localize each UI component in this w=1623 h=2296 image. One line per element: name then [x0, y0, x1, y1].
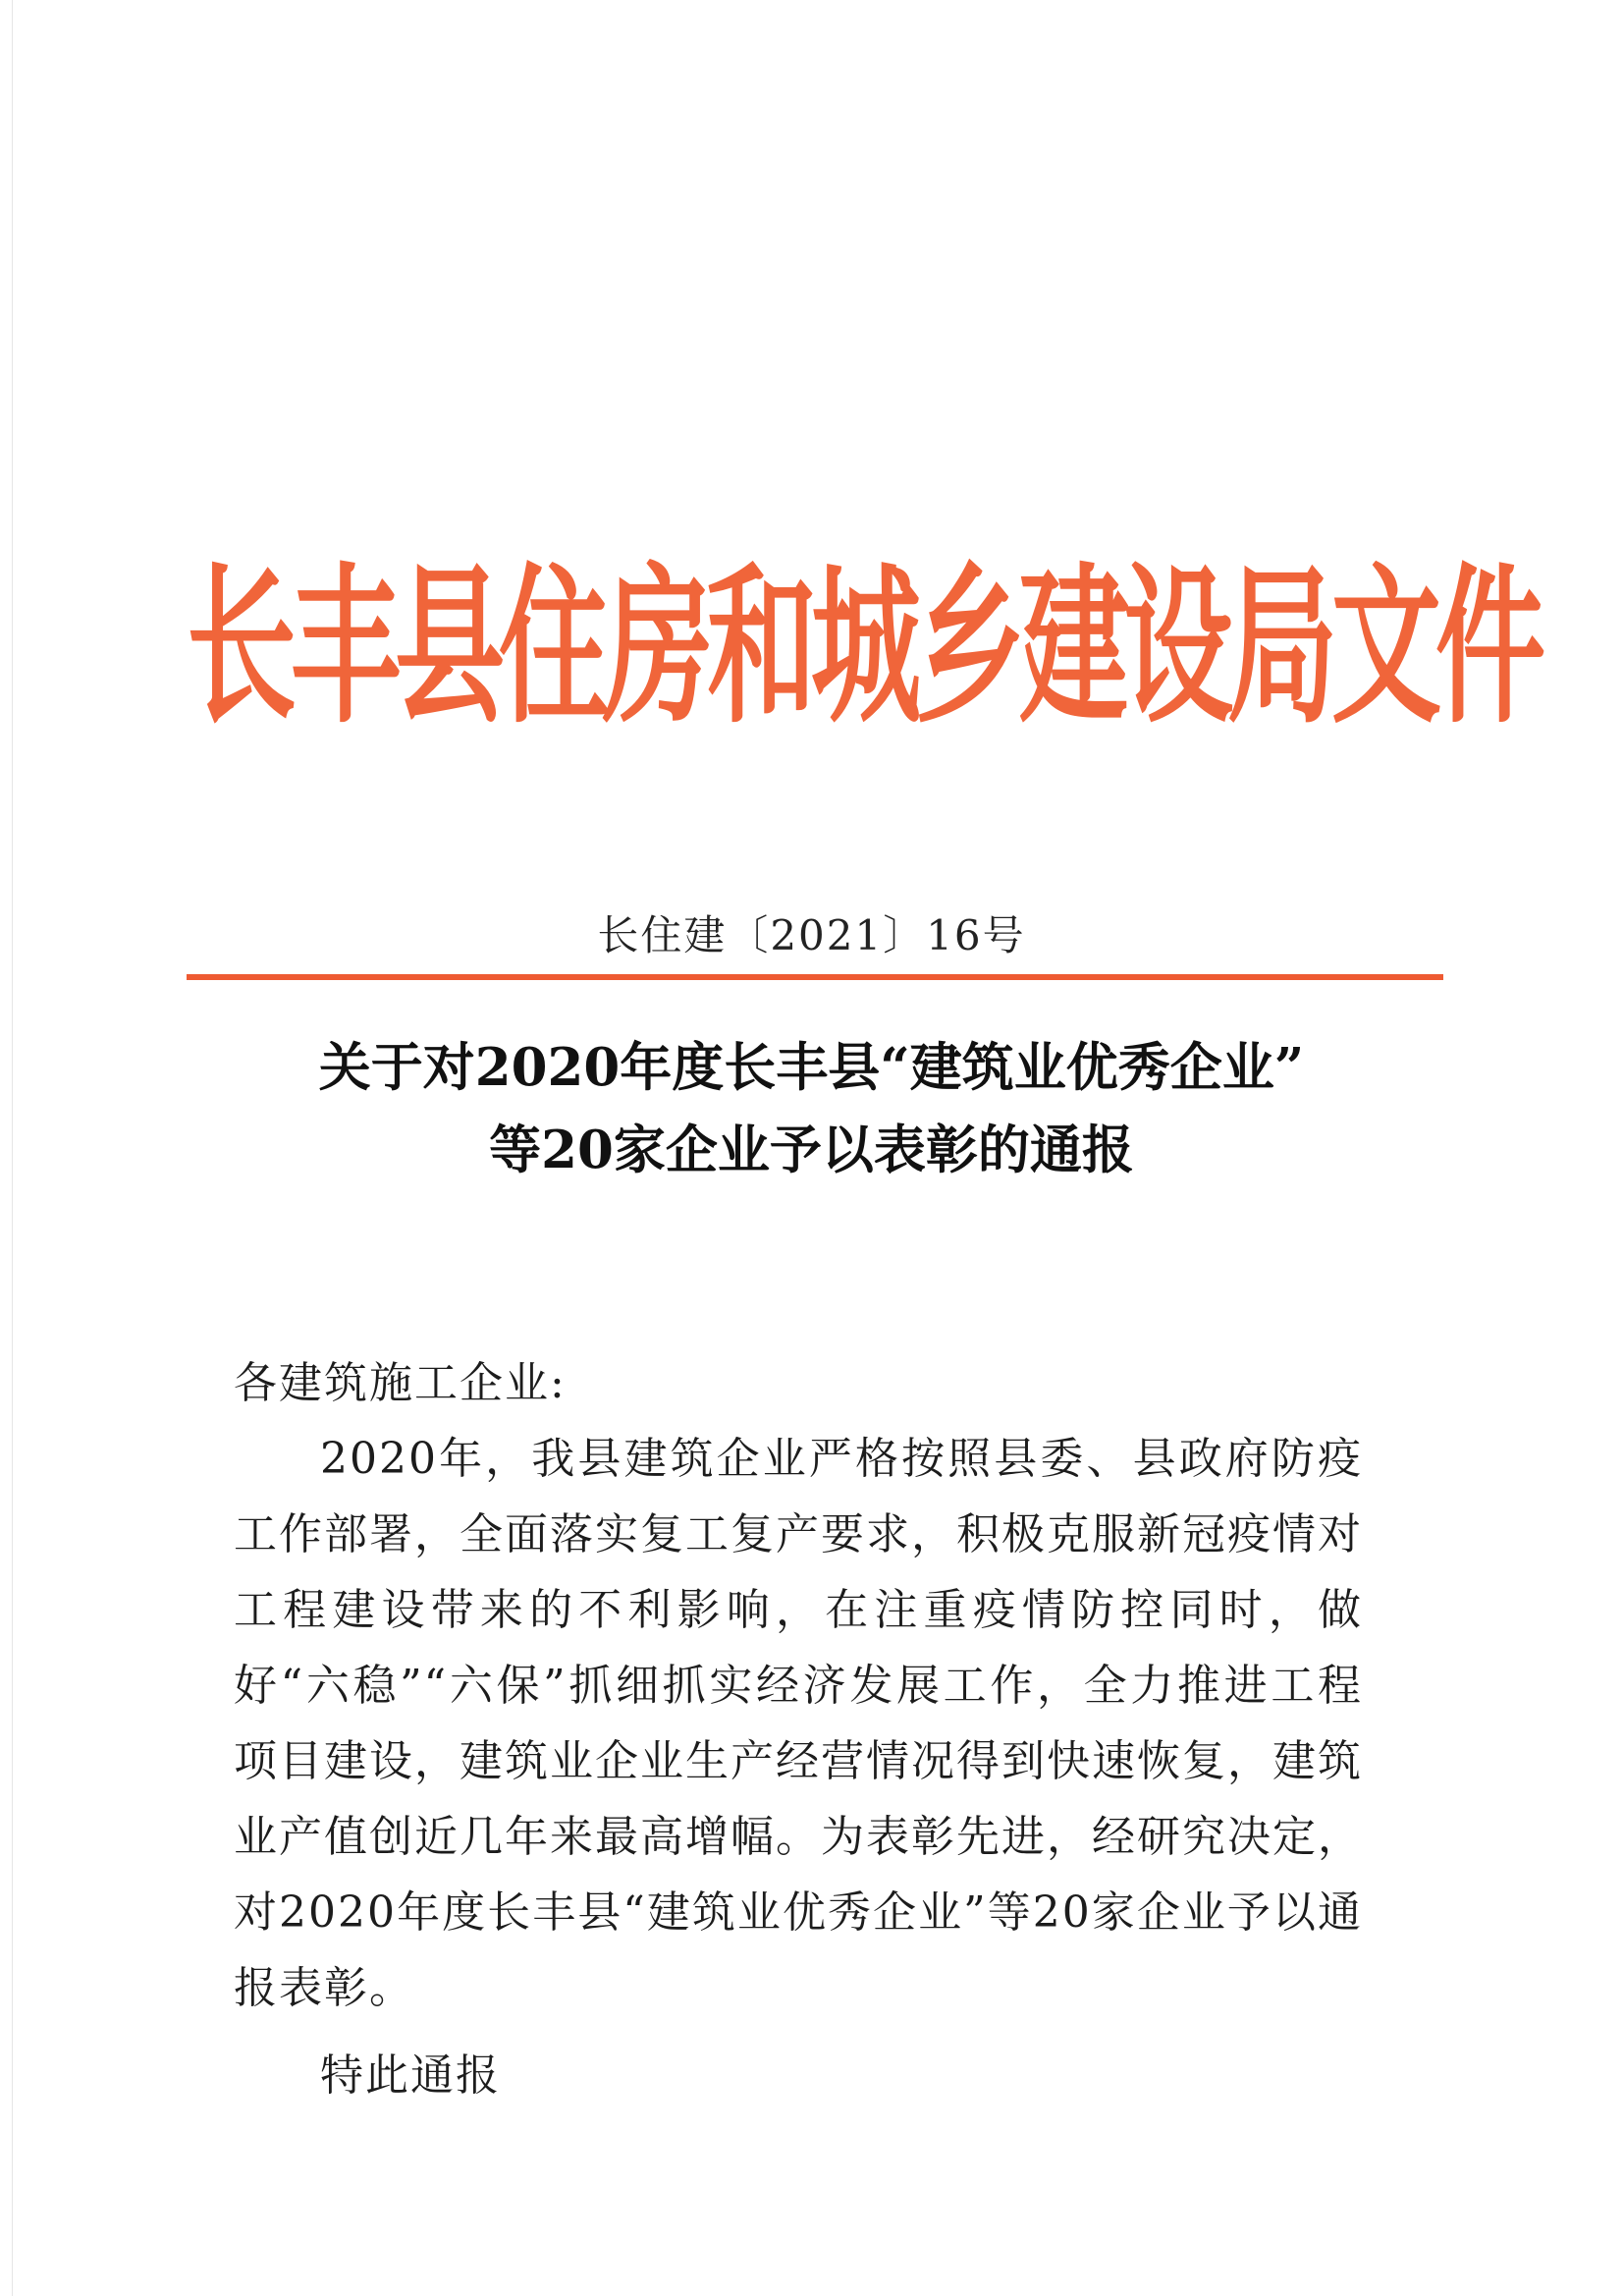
document-number: 长住建〔2021〕16号 [597, 911, 1026, 959]
body-paragraph: 2020年，我县建筑企业严格按照县委、县政府防疫工作部署，全面落实复工复产要求，积极克服新冠疫情对工程建设带来的不利影响，在注重疫情防控同时，做好“六稳”“六保”抓细抓实经济发展工作，全力推进工程项目建设，建筑业企业生产经营情况得到快速恢复，建筑业产值创近几年来最高增幅。为表彰先进，经研究决定，对2020年度长丰县“建筑业优秀企业”等20家企业予以通报表彰。 [234, 1434, 1363, 2013]
salutation: 各建筑施工企业: [234, 1358, 567, 1408]
notice-title-line-1: 关于对2020年度长丰县“建筑业优秀企业” [318, 1037, 1305, 1098]
red-divider-rule [187, 974, 1443, 980]
closing-line: 特此通报 [320, 2050, 501, 2101]
notice-title [0, 1026, 1623, 1191]
agency-header-title: 长丰县住房和城乡建设局文件 [187, 549, 1540, 747]
notice-body [234, 1345, 1363, 2113]
notice-title-line-2: 等20家企业予以表彰的通报 [489, 1120, 1134, 1180]
